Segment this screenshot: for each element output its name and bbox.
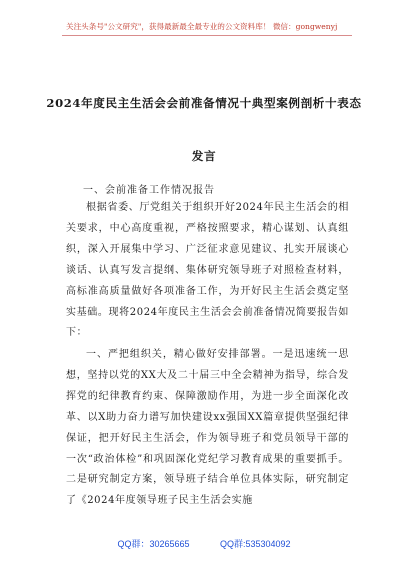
body-paragraph: 根据省委、厅党组关于组织开好2024年民主生活会的相关要求，中心高度重视，严格按照要求，精心谋划、认真组织，深入开展集中学习、广泛征求意见建议、扎实开展谈心谈话、认真写发言提纲、集体研究领导班子对照检查材料，高标准高质量做好各项准备工作，为开好民主生活会奠定坚实基础。现将2024年度民主生活会会前准备情况简要报告如下： — [66, 202, 349, 339]
qq-group-2: QQ群:535304092 — [220, 539, 291, 549]
qq-group-1: QQ群：30265665 — [117, 539, 190, 549]
promo-banner: 关注头条号"公文研究"，获得最新最全最专业的公文资料库！ 微信：gongwenyj — [66, 22, 338, 31]
footer-contact — [0, 537, 408, 550]
section-heading: 一、会前准备工作情况报告 — [83, 185, 215, 196]
body-paragraph: 一、严把组织关，精心做好安排部署。一是迅速统一思想，坚持以党的XX大及二十届三中全会精神为指导，综合发挥党的纪律教育约束、保障激励作用，为进一步全面深化改革、以X助力奋力谱写加快建设xx强国XX篇章提供坚强纪律保证，把开好民主生活会，作为领导班子和党员领导干部的一次“政治体检”和巩固深化党纪学习教育成果的重要抓手。二是研究制定方案，领导班子结合单位具体实际，研究制定了《2024年度领导班子民主生活会实施 — [66, 349, 349, 507]
document-title: 2024年度民主生活会会前准备情况十典型案例剖析十表态 — [46, 96, 362, 110]
document-title-continued: 发言 — [191, 149, 217, 163]
header-divider — [62, 35, 352, 36]
